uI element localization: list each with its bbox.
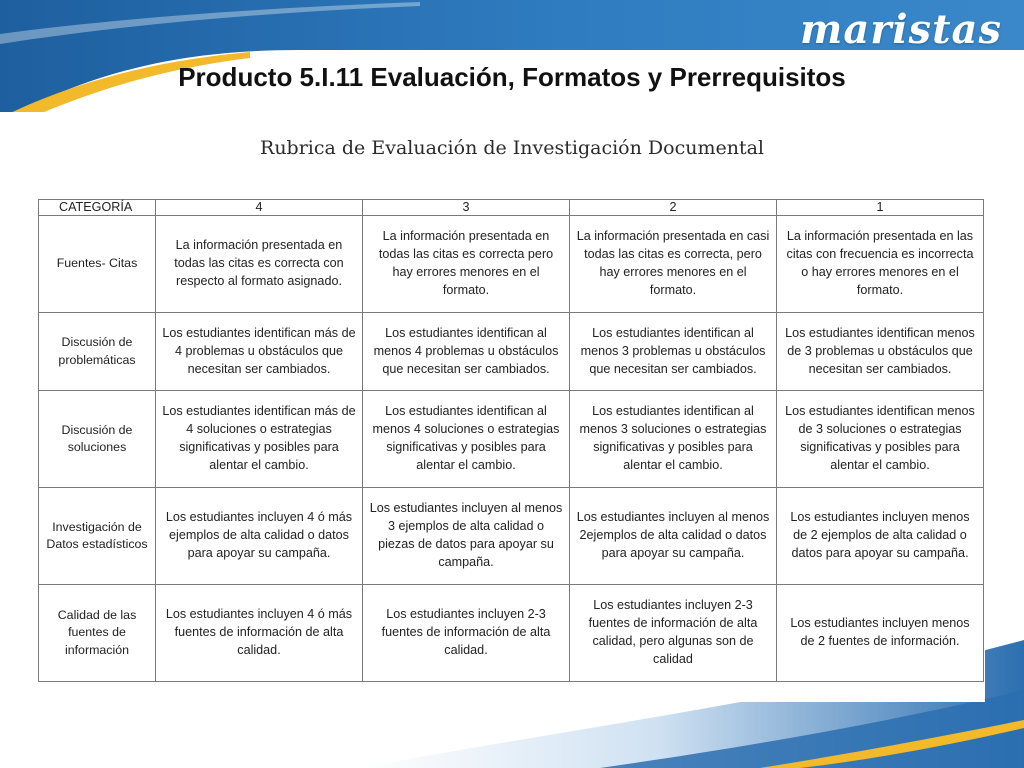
table-cell: Los estudiantes identifican menos de 3 problemas u obstáculos que necesitan ser cambiados. <box>777 313 984 391</box>
table-row <box>39 488 984 585</box>
table-cell: Los estudiantes identifican al menos 3 problemas u obstáculos que necesitan ser cambiados. <box>570 313 777 391</box>
table-cell: Los estudiantes incluyen al menos 3 ejemplos de alta calidad o piezas de datos para apoyar su campaña. <box>363 488 570 585</box>
row-category: Calidad de las fuentes de información <box>39 585 156 682</box>
table-cell: Los estudiantes identifican más de 4 soluciones o estrategias significativas y posibles para alentar el cambio. <box>156 391 363 488</box>
row-category: Investigación de Datos estadísticos <box>39 488 156 585</box>
table-row <box>39 391 984 488</box>
table-row <box>39 313 984 391</box>
table-cell: Los estudiantes identifican al menos 3 soluciones o estrategias significativas y posibles para alentar el cambio. <box>570 391 777 488</box>
table-header-row <box>39 200 984 216</box>
table-cell: La información presentada en las citas con frecuencia es incorrecta o hay errores menores en el formato. <box>777 216 984 313</box>
table-cell: La información presentada en todas las citas es correcta con respecto al formato asignado. <box>156 216 363 313</box>
table-cell: Los estudiantes incluyen 4 ó más fuentes de información de alta calidad. <box>156 585 363 682</box>
row-category: Discusión de soluciones <box>39 391 156 488</box>
table-cell: Los estudiantes identifican al menos 4 soluciones o estrategias significativas y posibles para alentar el cambio. <box>363 391 570 488</box>
row-category: Fuentes- Citas <box>39 216 156 313</box>
header-score-4: 4 <box>156 200 363 216</box>
table-cell: Los estudiantes incluyen al menos 2ejemplos de alta calidad o datos para apoyar su campaña. <box>570 488 777 585</box>
table-cell: Los estudiantes incluyen 2-3 fuentes de información de alta calidad, pero algunas son de calidad <box>570 585 777 682</box>
rubric-subtitle: Rubrica de Evaluación de Investigación Documental <box>260 137 764 159</box>
table-cell: La información presentada en todas las citas es correcta pero hay errores menores en el formato. <box>363 216 570 313</box>
brand-logo: maristas <box>800 6 1002 53</box>
table-cell: Los estudiantes identifican menos de 3 soluciones o estrategias significativas y posibles para alentar el cambio. <box>777 391 984 488</box>
header-score-1: 1 <box>777 200 984 216</box>
header-score-2: 2 <box>570 200 777 216</box>
header-score-3: 3 <box>363 200 570 216</box>
table-cell: La información presentada en casi todas las citas es correcta, pero hay errores menores en el formato. <box>570 216 777 313</box>
table-cell: Los estudiantes incluyen 4 ó más ejemplos de alta calidad o datos para apoyar su campaña. <box>156 488 363 585</box>
table-cell: Los estudiantes identifican al menos 4 problemas u obstáculos que necesitan ser cambiados. <box>363 313 570 391</box>
table-cell: Los estudiantes incluyen menos de 2 ejemplos de alta calidad o datos para apoyar su campaña. <box>777 488 984 585</box>
slide-title: Producto 5.I.11 Evaluación, Formatos y Prerrequisitos <box>178 62 846 92</box>
table-cell: Los estudiantes identifican más de 4 problemas u obstáculos que necesitan ser cambiados. <box>156 313 363 391</box>
table-row <box>39 585 984 682</box>
header-category: CATEGORÍA <box>39 200 156 216</box>
row-category: Discusión de problemáticas <box>39 313 156 391</box>
rubric-table <box>38 199 984 682</box>
table-cell: Los estudiantes incluyen 2-3 fuentes de información de alta calidad. <box>363 585 570 682</box>
table-row <box>39 216 984 313</box>
table-cell: Los estudiantes incluyen menos de 2 fuentes de información. <box>777 585 984 682</box>
